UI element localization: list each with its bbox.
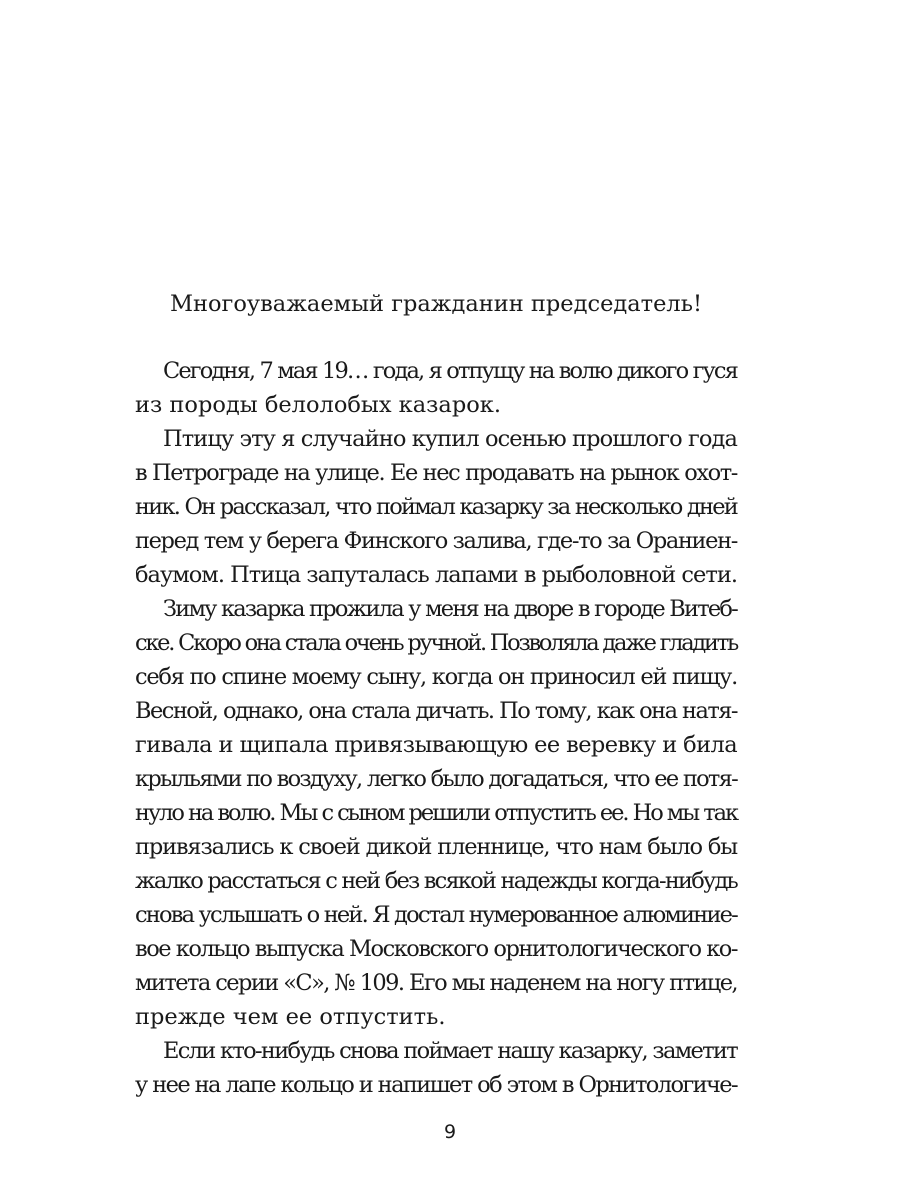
text-line: у нее на лапе кольцо и напишет об этом в Орнитологиче-: [135, 1072, 737, 1098]
text-line: гивала и щипала привязывающую ее веревку и била: [135, 732, 738, 758]
text-line: ске. Скоро она стала очень ручной. Позволяла даже гладить: [135, 630, 737, 656]
text-line: прежде чем ее отпустить.: [135, 1004, 446, 1030]
text-line: Сегодня, 7 мая 19… года, я отпущу на волю дикого гуся: [163, 358, 737, 384]
paragraph-1: [135, 354, 737, 422]
text-line: снова услышать о ней. Я достал нумерованное алюминие-: [135, 902, 737, 928]
text-line: баумом. Птица запуталась лапами в рыболовной сети.: [135, 562, 737, 588]
letter-body: [135, 354, 737, 1102]
paragraph-2: [135, 422, 737, 592]
text-line: Если кто-нибудь снова поймает нашу казарку, заметит: [163, 1038, 738, 1064]
text-line: жалко расстаться с ней без всякой надежды когда-нибудь: [135, 868, 737, 894]
text-line: митета серии «С», № 109. Его мы наденем на ногу птице,: [135, 970, 738, 996]
text-line: ник. Он рассказал, что поймал казарку за несколько дней: [135, 494, 737, 520]
text-line: в Петрограде на улице. Ее нес продавать на рынок охот-: [135, 460, 738, 486]
text-line: крыльями по воздуху, легко было догадаться, что ее потя-: [135, 766, 737, 792]
paragraph-4: [135, 1034, 737, 1102]
text-line: себя по спине моему сыну, когда он приносил ей пищу.: [135, 664, 737, 690]
text-line: вое кольцо выпуска Московского орнитологического ко-: [135, 936, 738, 962]
letter-salutation: Многоуважаемый гражданин председатель!: [169, 291, 703, 317]
page-number: 9: [443, 1121, 457, 1143]
paragraph-3: [135, 592, 737, 1034]
text-line: Зиму казарка прожила у меня на дворе в городе Витеб-: [163, 596, 738, 622]
text-line: из породы белолобых казарок.: [135, 392, 501, 418]
text-line: нуло на волю. Мы с сыном решили отпустить ее. Но мы так: [135, 800, 737, 826]
text-line: привязались к своей дикой пленнице, что нам было бы: [135, 834, 737, 860]
text-line: Птицу эту я случайно купил осенью прошлого года: [163, 426, 737, 452]
text-line: Весной, однако, она стала дичать. По тому, как она натя-: [135, 698, 737, 724]
text-line: перед тем у берега Финского залива, где-то за Ораниен-: [135, 528, 737, 554]
